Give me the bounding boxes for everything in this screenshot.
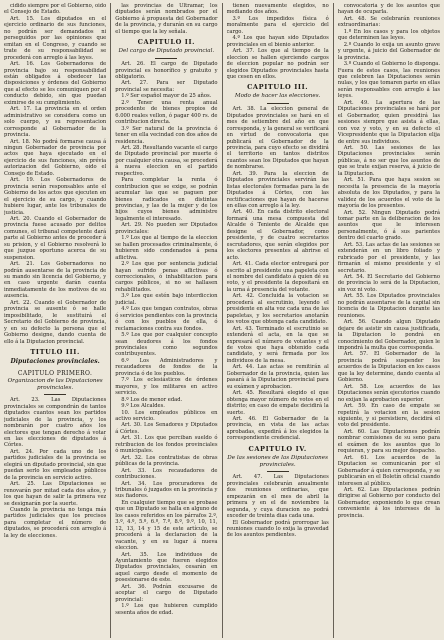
chapter-heading: CAPITULO PRIMERO.	[17, 369, 93, 377]
article-paragraph: Art. 42. Concluida la votacion se procederá al escrutinio, leyendo el presidente en alta voz cada una de las papeletas, y los secretarios anotarán los votos que obtenga cada candidato.	[226, 293, 329, 326]
article-paragraph: Art. 49. La apertura de las Diputaciones provinciales se hará por el Gobernador, quien presidirá las sesiones siempre que asista á ellas, con voz y voto, y en su defecto el Vicepresidente que la Diputacion elija de entre sus individuos.	[337, 99, 440, 145]
article-paragraph: Art. 33. Los recaudadores de contribuciones.	[115, 467, 218, 481]
article-paragraph: Art. 34. Los procuradores de tribunales ó juzgados en la provincia y sus fiadores.	[115, 480, 218, 500]
article-paragraph: 9.º Los Alcaldes.	[121, 403, 165, 410]
section-subtitle: Diputaciones provinciales.	[10, 358, 100, 366]
article-paragraph: Art. 30. Los Senadores y Diputados á Córtes.	[115, 422, 218, 435]
article-paragraph: convocatoria y de los asuntos que hayan de ocuparla.	[337, 3, 440, 16]
article-paragraph: 1.º Los que al tiempo de la eleccion se hallen procesados criminalmente, ó hubieren sido condenados á pena aflictiva.	[115, 235, 218, 261]
article-paragraph: Art. 32. Los contratistas de obras públicas de la provincia.	[115, 454, 218, 468]
article-paragraph: 6.º Los Administradores y recaudadores de fondos de la provincia ó de los pueblos.	[115, 357, 218, 377]
text-column-4	[338, 3, 440, 637]
article-paragraph: 1.º Los que hubieren cumplido sesenta años de edad.	[115, 603, 218, 616]
article-paragraph: Art. 50. Las sesiones de las Diputaciones provinciales serán públicas, á no ser que los asuntos de que se trate exijan reserva, á juicio de la Diputacion.	[337, 144, 440, 177]
article-paragraph: 3.º Cuando el Gobierno lo disponga. Fuera de estos casos, las reuniones que celebren las Diputaciones serán nulas, y los que tomaren parte en ellas serán responsables con arreglo á las leyes.	[337, 61, 440, 100]
heading-rule	[267, 471, 289, 472]
article-paragraph: 2.º Tener una renta anual procedente de bienes propios de 6.000 reales vellon, ó pagar 400 rs. de contribucion directa.	[115, 99, 218, 126]
article-paragraph: Art. 45. Resultará elegido el que obtenga mayor número de votos en el distrito; en caso de empate decidirá la suerte.	[226, 390, 329, 416]
article-paragraph: 7.º Los eclesiásticos de órdenes mayores, y los militares en activo servicio.	[115, 377, 218, 397]
article-paragraph: 2.º Los que por sentencia judicial hayan sufrido penas aflictivas ó correccionales, ó inhabilitacion para cargos públicos, si no se hallasen rehabilitados.	[115, 261, 218, 293]
article-paragraph: Art. 26. El cargo de Diputado provincial es honorífico y gratuito y obligatorio.	[115, 61, 218, 80]
article-paragraph: 2.º Cuando lo exija un asunto grave y urgente, á juicio del Gobernador de la provincia.	[337, 41, 440, 61]
article-paragraph: Art. 36. Podrán excusarse de aceptar el cargo de Diputado provincial:	[115, 583, 218, 603]
article-paragraph: Art. 47. Las Diputaciones provinciales celebrarán anualmente dos reuniones ordinarias, que empezarán en el mes de abril la primera y en el de noviembre la segunda, y cuya duracion no podrá exceder de treinta dias cada una.	[226, 474, 329, 520]
heading-rule	[155, 58, 177, 59]
column-divider	[222, 3, 223, 638]
article-paragraph: Art. 61. Los acuerdos de la Diputacion se comunicarán por el Gobernador á quien corresponda, y se publicarán en el Boletín oficial cuando interesen al público.	[337, 454, 440, 487]
section-heading: CAPITULO IV.	[248, 444, 307, 453]
article-paragraph: Art. 16. Los Gobernadores de provincia bajo su responsabilidad están obligados á obedecer las disposiciones y órdenes del Gobierno que al efecto se les comuniquen por el conducto debido, sin que puedan eximirse de su cumplimiento.	[4, 61, 107, 106]
article-paragraph: Art. 38. La eleccion general de Diputados provinciales se hará en el mes de setiembre del año en que corresponda, y la general se verificará en virtud de convocatoria que publicará el Gobernador de la provincia, para cuyo efecto se dividirá el territorio en tantos distritos cuantos sean los Diputados que hayan de nombrarse.	[226, 106, 329, 171]
article-paragraph: Art. 54. El Secretario del Gobierno de provincia lo será de la Diputacion, sin voz ni voto.	[337, 274, 440, 293]
article-paragraph: Art. 31. Los que perciban sueldo ó retribucion de los fondos provinciales ó municipales.	[115, 435, 218, 455]
article-paragraph: Para completar la renta ó contribucion que se exige, se podrán acumular las que se paguen por bienes radicados en distintas provincias, y las de la mujer y de los hijos cuyos bienes administre legalmente el interesado.	[115, 177, 218, 222]
article-paragraph: Art. 21. Los Gobernadores no podrán ausentarse de la provincia de su mando sin licencia del Gobierno, y en caso urgente darán cuenta inmediatamente de los motivos de su ausencia.	[4, 261, 107, 300]
chapter-title: Modo de hacer las elecciones.	[234, 93, 321, 100]
chapter-title: Organizacion de las Diputaciones provinciales.	[7, 377, 103, 391]
article-paragraph: Art. 58. Los acuerdos de las Diputaciones serán ejecutorios cuando no exijan la aprobacion superior.	[337, 383, 440, 403]
article-paragraph: Art. 60. Las Diputaciones podrán nombrar comisiones de su seno para el exámen de los asuntos que lo requieran, y para su mejor despacho.	[337, 428, 440, 455]
column-divider	[110, 3, 111, 638]
article-paragraph: 10. Los empleados públicos en activo servicio.	[115, 409, 218, 422]
article-paragraph: En cualquier tiempo que se probase que un Diputado se halla en alguno de los casos referidos en los párrafos 2.º, 3.º, 4.º, 5.º, 6.º, 7.º, 8.º, 9.º, 10, 11, 12, 13, 14 y 15 de este artículo, se procederá á la declaracion de la vacante, y en su lugar á nueva eleccion.	[115, 499, 218, 552]
article-paragraph: 1.º Ser español mayor de 25 años.	[121, 93, 212, 100]
article-paragraph: Art. 35. Los individuos de Ayuntamiento que fueren elegidos Diputados provinciales, cesarán en aquel cargo desde el momento de posesionarse de este.	[115, 551, 218, 584]
article-paragraph: Art. 28. Resultando vacante el cargo de Diputado provincial por muerte ó por cualquier otra causa, se procederá á nueva eleccion en el partido respectivo.	[115, 144, 218, 177]
column-divider	[333, 3, 334, 638]
chapter-title: Del cargo de Diputado provincial.	[118, 48, 215, 55]
article-paragraph: 4.º Los que hayan sido Diputados provinciales en el bienio anterior.	[226, 35, 329, 48]
article-paragraph: Art. 44. Las actas se remitirán al Gobernador de la provincia, quien las pasará á la Diputacion provincial para su exámen y aprobacion.	[226, 364, 329, 390]
article-paragraph: El Gobernador podrá prorrogar las reuniones cuando lo exija la gravedad de los asuntos pendientes.	[226, 519, 329, 539]
article-paragraph: Art. 40. En cada distrito electoral formará una mesa compuesta del Alcalde ó Teniente de Alcalde que designe el Gobernador, como presidente, y de cuatro secretarios escrutadores, que serán elegidos por los electores presentes al abrirse el acto.	[226, 209, 329, 261]
article-paragraph: Art. 55. Los Diputados provinciales no podrán ausentarse de la capital sin licencia de la Diputacion durante las reuniones.	[337, 293, 440, 319]
text-column-1	[4, 3, 106, 637]
article-paragraph: Art. 24. Por cada uno de los partidos judiciales de la provincia se elegirá un diputado provincial, sin que puedan serlo los empleados públicos de la provincia en servicio activo.	[4, 448, 107, 481]
article-paragraph: Art. 20. Cuando el Gobernador de provincia fuese acusado por delitos comunes, el tribunal competente dará parte al Gobierno antes de proceder á su prision, y el Gobierno resolverá lo que juzgue oportuno acerca de su suspension.	[4, 215, 107, 261]
article-paragraph: Art. 43. Terminado el escrutinio se extenderá el acta, en la que se expresará el número de votantes y el de votos que haya obtenido cada candidato, y será firmada por los individuos de la mesa.	[226, 325, 329, 364]
article-paragraph: Art. 39. Para la eleccion de Diputados provinciales servirán las listas electorales formadas para la de Diputados á Córtes, con las rectificaciones que hayan de hacerse en ellas con arreglo á la ley.	[226, 170, 329, 210]
article-paragraph: Art. 23. Las Diputaciones provinciales se compondrán de tantos diputados cuantos sean los partidos judiciales de la provincia, y los nombrarán por cuatro años los electores que tengan derecho á votar en las elecciones de diputados á Córtes.	[4, 397, 107, 449]
article-paragraph: Art. 56. Cuando algun Diputado dejare de asistir sin causa justificada, la Diputacion lo pondrá en conocimiento del Gobernador, quien le impondrá la multa que corresponda.	[337, 319, 440, 352]
article-paragraph: Cuando la provincia no tenga más partidos judiciales que los precisos para completar el número de diputados, se procederá con arreglo á la ley de elecciones.	[4, 507, 107, 539]
article-paragraph: Art. 18. No podrá formarse causa á ningun Gobernador de provincia por actos que haya ejecutado en el ejercicio de sus funciones, sin prévia autorizacion del Gobierno, oido el Consejo de Estado.	[4, 138, 107, 177]
article-paragraph: tienen nuevamente elegidos, no mediando dos años.	[226, 3, 329, 16]
article-paragraph: 3.º Los impedidos física ó moralmente para el ejercicio del cargo.	[226, 15, 329, 35]
article-paragraph: Art. 27. Para ser Diputado provincial se necesita:	[115, 80, 218, 93]
article-paragraph: Art. 53. Las actas de las sesiones se extenderán en un libro foliado y rubricado por el presidente, y las firmarán el mismo presidente y el secretario.	[337, 241, 440, 274]
article-paragraph: 1.º En los casos y para los objetos que determinen las leyes.	[337, 28, 440, 42]
article-paragraph: Art. 46. El Gobernador de la provincia, en vista de las actas aprobadas, expedirá á los elegidos la correspondiente credencial.	[226, 415, 329, 442]
article-paragraph: Art. 22. Cuando el Gobernador de provincia se ausente ó se halle imposibilitado, le sustituirá el Secretario del Gobierno de provincia, y en su defecto la persona que el Gobierno designe, dando cuenta de ello á la Diputacion provincial.	[4, 299, 107, 345]
article-paragraph: 4.º Los que tengan contratos, obras ó servicios pendientes con la provincia ó con los pueblos de ella, ó reclamaciones contra sus fondos.	[115, 306, 218, 332]
article-paragraph: Art. 25. Las Diputaciones se renovarán por mitad cada dos años, y los que hayan de salir la primera vez se designarán por la suerte.	[4, 481, 107, 507]
heading-rule	[44, 394, 66, 395]
article-paragraph: Art. 41. Cada elector entregará por escrito al presidente una papeleta con el nombre del candidato á quien dé su voto, y el presidente la depositará en la urna á presencia del votante.	[226, 261, 329, 293]
article-paragraph: Art. 19. Los Gobernadores de provincia serán responsables ante el Gobierno de los actos que ejecuten en el ejercicio de su cargo, y cuando hubiere lugar, ante los tribunales de justicia.	[4, 177, 107, 216]
article-paragraph: 3.º Ser natural de la provincia ó tener en ella vecindad con dos años de residencia.	[115, 125, 218, 145]
article-paragraph: Art. 17. La provincia en el orden administrativo se considera como un solo cuerpo, y su representacion corresponde al Gobernador de la provincia.	[4, 106, 107, 139]
section-heading: CAPITULO II.	[137, 38, 196, 47]
article-paragraph: Art. 15. Los diputados en el ejercicio ordinario de sus funciones, no podrán ser demandados ni perseguidos por las opiniones que emitan en el Congreso, y cuando se trate de su responsabilidad se procederá con arreglo á las leyes.	[4, 15, 107, 61]
article-paragraph: Art. 59. En caso de empate se repetirá la votacion en la sesion siguiente, y si persistiere, decidirá el voto del presidente.	[337, 403, 440, 429]
article-paragraph: Art. 51. Para que haya sesion se necesita la presencia de la mayoría absoluta de los Diputados, y para la validez de los acuerdos el voto de la mayoría de los presentes.	[337, 177, 440, 210]
article-paragraph: Art. 37. Los que al tiempo de la eleccion se hallen ejerciendo cargos de eleccion popular no podrán ser elegidos Diputados provinciales hasta que cesen en ellos.	[226, 48, 329, 80]
section-heading: TITULO III.	[30, 348, 80, 357]
section-heading: CAPITULO III.	[247, 83, 309, 92]
text-column-2	[115, 3, 217, 637]
chapter-title: De las sesiones de las Diputaciones provinciales.	[227, 454, 328, 468]
article-paragraph: Art. 29. No pueden ser Diputados provinciales:	[115, 222, 218, 235]
article-paragraph: Art. 52. Ningun Diputado podrá tomar parte en la deliberacion de los asuntos que le interesen personalmente, ó á sus parientes dentro del cuarto grado.	[337, 209, 440, 242]
article-paragraph: Art. 48. Se celebrarán reuniones extraordinarias:	[337, 15, 440, 29]
text-column-3	[227, 3, 329, 637]
article-paragraph: 8.º Los de menor edad.	[121, 396, 183, 403]
article-paragraph: cidido siempre por el Gobierno, oido el Consejo de Estado.	[4, 3, 107, 16]
article-paragraph: Art. 62. Las Diputaciones podrán dirigirse al Gobierno por conducto del Gobernador, exponiendo lo que crean conveniente á los intereses de la provincia.	[337, 486, 440, 519]
heading-rule	[267, 103, 289, 104]
article-paragraph: Art. 57. El Gobernador de la provincia podrá suspender los acuerdos de la Diputacion en los casos que la ley determine, dando cuenta al Gobierno.	[337, 351, 440, 384]
article-paragraph: 5.º Los que por cualquier concepto sean deudores á los fondos provinciales como segundos contribuyentes.	[115, 332, 218, 358]
article-paragraph: las provincias de Ultramar, los diputados serán nombrados por el Gobierno á propuesta del Gobernador de la provincia, y durarán en su cargo el tiempo que la ley señala.	[115, 3, 218, 35]
article-paragraph: 3.º Los que estén bajo interdiccion judicial.	[115, 293, 218, 306]
